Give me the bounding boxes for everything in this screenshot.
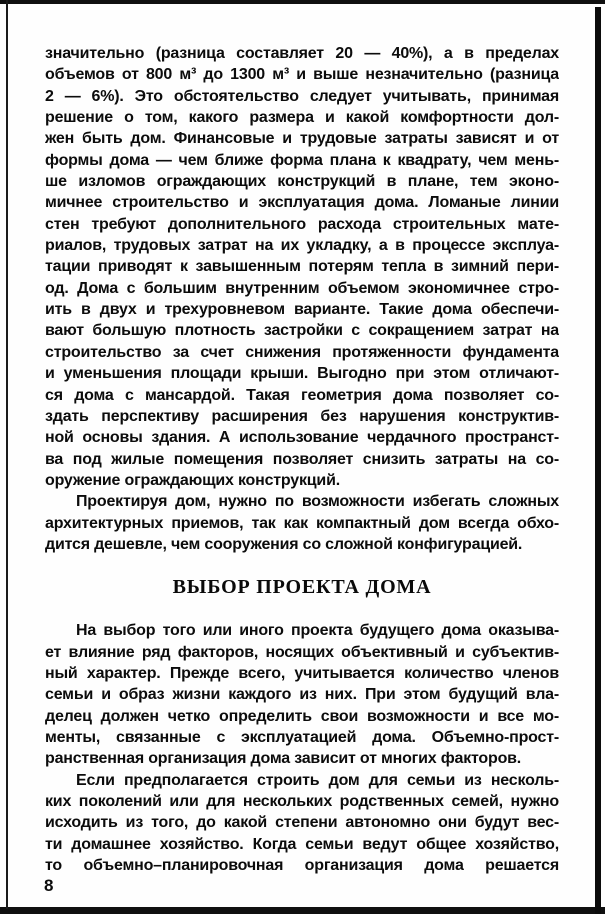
text-line: ной основы здания. А использование чердачного пространст-	[45, 429, 559, 447]
text-line: ить в двух и трехуровневом варианте. Такие дома обеспечи-	[45, 301, 559, 319]
page-number: 8	[44, 876, 54, 895]
text-line: дится дешевле, чем сооружения со сложной конфигурацией.	[45, 535, 523, 553]
text-line: мичнее строительство и эксплуатация дома. Ломаные линии	[45, 194, 559, 212]
text-line: семьи и образ жизни каждого из них. При этом будущий вла-	[45, 686, 559, 704]
paragraph-3	[45, 620, 559, 769]
text-line: решение о том, какого размера и какой комфортности дол-	[45, 109, 559, 127]
text-line: делец должен четко определить свои возможности и все мо-	[45, 707, 559, 725]
text-line: 2 — 6%). Это обстоятельство следует учитывать, принимая	[45, 87, 559, 105]
body-text	[45, 43, 559, 876]
text-line: исходить из того, до какой степени автономно они будут вес-	[45, 814, 559, 832]
text-line: од. Дома с большим внутренним объемом экономичнее стро-	[45, 279, 559, 297]
text-line: ет влияние ряд факторов, носящих объективный и субъектив-	[45, 643, 559, 661]
text-line: значительно (разница составляет 20 — 40%), а в пределах	[45, 45, 559, 62]
text-line: и уменьшения площади крыши. Выгодно при этом отличают-	[45, 365, 559, 383]
text-line: ный характер. Прежде всего, учитывается количество членов	[45, 664, 559, 682]
text-line: здать перспективу расширения без нарушения конструктив-	[45, 407, 559, 425]
page-border-right	[595, 7, 601, 914]
text-line: риалов, трудовых затрат на их укладку, а в процессе эксплуа-	[45, 237, 559, 255]
text-line: тации приводят к завышенным потерям тепла в зимний пери-	[45, 258, 559, 276]
text-line: Если предполагается строить дом для семьи из несколь-	[76, 771, 559, 789]
page-border-bottom	[0, 907, 605, 914]
text-line: ше изломов ограждающих конструкций в плане, тем эконо-	[45, 173, 559, 191]
text-line: оружение ограждающих конструкций.	[45, 471, 340, 489]
text-line: жен быть дом. Финансовые и трудовые затраты зависят и от	[45, 130, 559, 148]
page-border-top	[0, 0, 605, 4]
text-line: стен требуют дополнительного расхода строительных мате-	[45, 215, 559, 233]
text-line: ти домашнее хозяйство. Когда семьи ведут общее хозяйство,	[45, 835, 559, 853]
text-line: ся дома с мансардой. Такая геометрия дома позволяет со-	[45, 386, 559, 404]
text-line: объемов от 800 м³ до 1300 м³ и выше незначительно (разница	[45, 66, 559, 84]
text-line: строительство за счет снижения протяженности фундамента	[45, 343, 559, 361]
text-line: ранственная организация дома зависит от многих факторов.	[45, 750, 522, 768]
text-line: ва под жилые помещения позволяет снизить затраты на со-	[45, 450, 559, 468]
text-line: то объемно–планировочная организация дома решается	[45, 857, 559, 875]
paragraph-4	[45, 770, 559, 877]
text-line: ких поколений или для нескольких родственных семей, нужно	[45, 793, 559, 810]
paragraph-1	[45, 43, 559, 491]
section-heading: ВЫБОР ПРОЕКТА ДОМА	[172, 576, 432, 599]
text-line: Проектируя дом, нужно по возможности избегать сложных	[76, 493, 559, 511]
paragraph-2	[45, 491, 559, 555]
text-line: менты, связанные с эксплуатацией дома. Объемно-прост-	[45, 728, 559, 746]
page-border-left	[6, 0, 8, 909]
text-line: На выбор того или иного проекта будущего дома оказыва-	[76, 622, 559, 640]
text-line: формы дома — чем ближе форма плана к квадрату, чем мень-	[45, 151, 559, 169]
text-line: архитектурных приемов, так как компактный дом всегда обхо-	[45, 514, 559, 532]
text-line: вают большую плотность застройки с сокращением затрат на	[45, 322, 559, 340]
